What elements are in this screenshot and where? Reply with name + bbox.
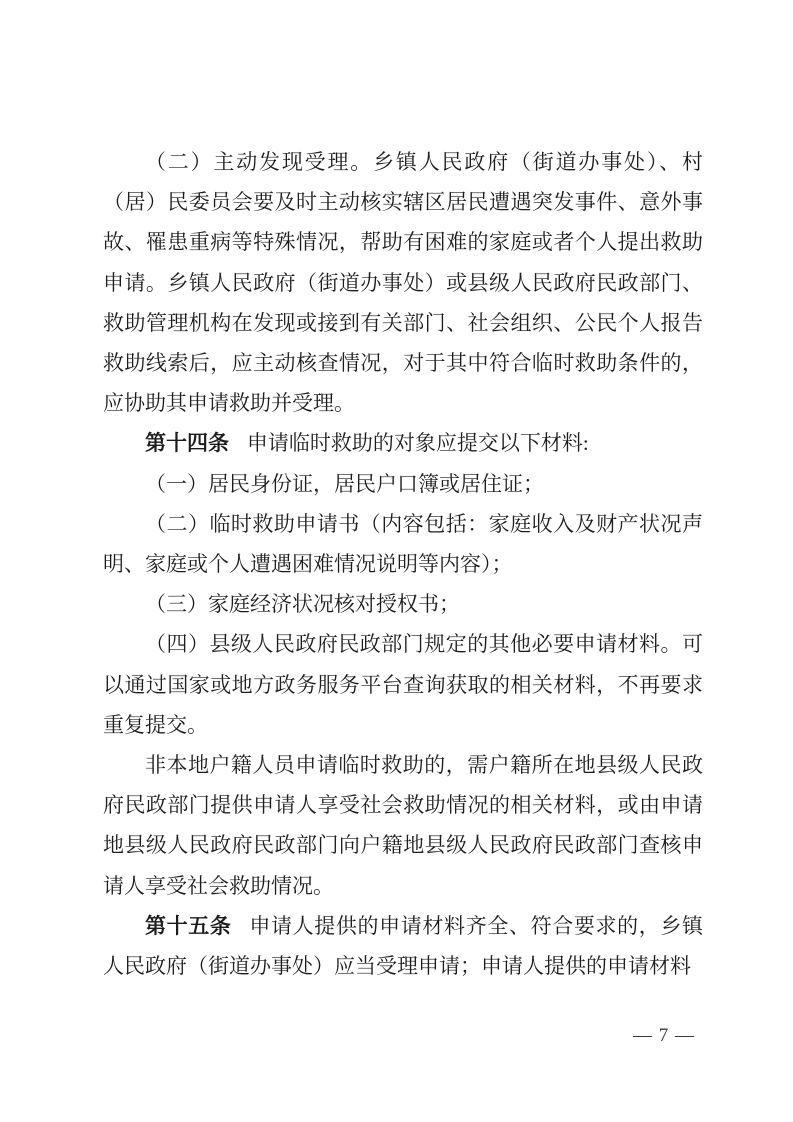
paragraph-item-4 [103, 624, 703, 745]
article-number-label: 第十五条 [145, 913, 232, 938]
paragraph-item-1 [103, 464, 703, 504]
paragraph-text: 申请人提供的申请材料齐全、符合要求的，乡镇人民政府（街道办事处）应当受理申请；申请人提供的申请材料 [103, 913, 704, 979]
paragraph-text: （四）县级人民政府民政部门规定的其他必要申请材料。可以通过国家或地方政务服务平台查询获取的相关材料，不再要求重复提交。 [103, 632, 703, 737]
document-body [103, 142, 703, 986]
paragraph-text: （二）主动发现受理。乡镇人民政府（街道办事处）、村（居）民委员会要及时主动核实辖区居民遭遇突发事件、意外事故、罹患重病等特殊情况，帮助有困难的家庭或者个人提出救助申请。乡镇人民政府（街道办事处）或县级人民政府民政部门、救助管理机构在发现或接到有关部门、社会组织、公民个人报告救助线索后，应主动核查情况，对于其中符合临时救助条件的，应协助其申请救助并受理。 [103, 150, 703, 416]
paragraph-article-15 [103, 906, 703, 986]
article-number-label: 第十四条 [145, 431, 229, 456]
page-number: — 7 — [633, 1025, 695, 1046]
paragraph-text: （一）居民身份证，居民户口簿或居住证； [145, 471, 544, 496]
paragraph-text: 非本地户籍人员申请临时救助的，需户籍所在地县级人民政府民政部门提供申请人享受社会救助情况的相关材料，或由申请地县级人民政府民政部门向户籍地县级人民政府民政部门查核申请人享受社会救助情况。 [103, 753, 703, 898]
paragraph [103, 142, 703, 423]
paragraph-text: （二）临时救助申请书（内容包括：家庭收入及财产状况声明、家庭或个人遭遇困难情况说明等内容）； [103, 511, 703, 577]
paragraph-item-2 [103, 504, 703, 584]
paragraph-article-14 [103, 423, 703, 463]
paragraph-item-3 [103, 584, 703, 624]
paragraph-text: 申请临时救助的对象应提交以下材料: [246, 431, 589, 456]
paragraph-nonlocal-household [103, 745, 703, 906]
paragraph-text: （三）家庭经济状况核对授权书； [145, 592, 460, 617]
